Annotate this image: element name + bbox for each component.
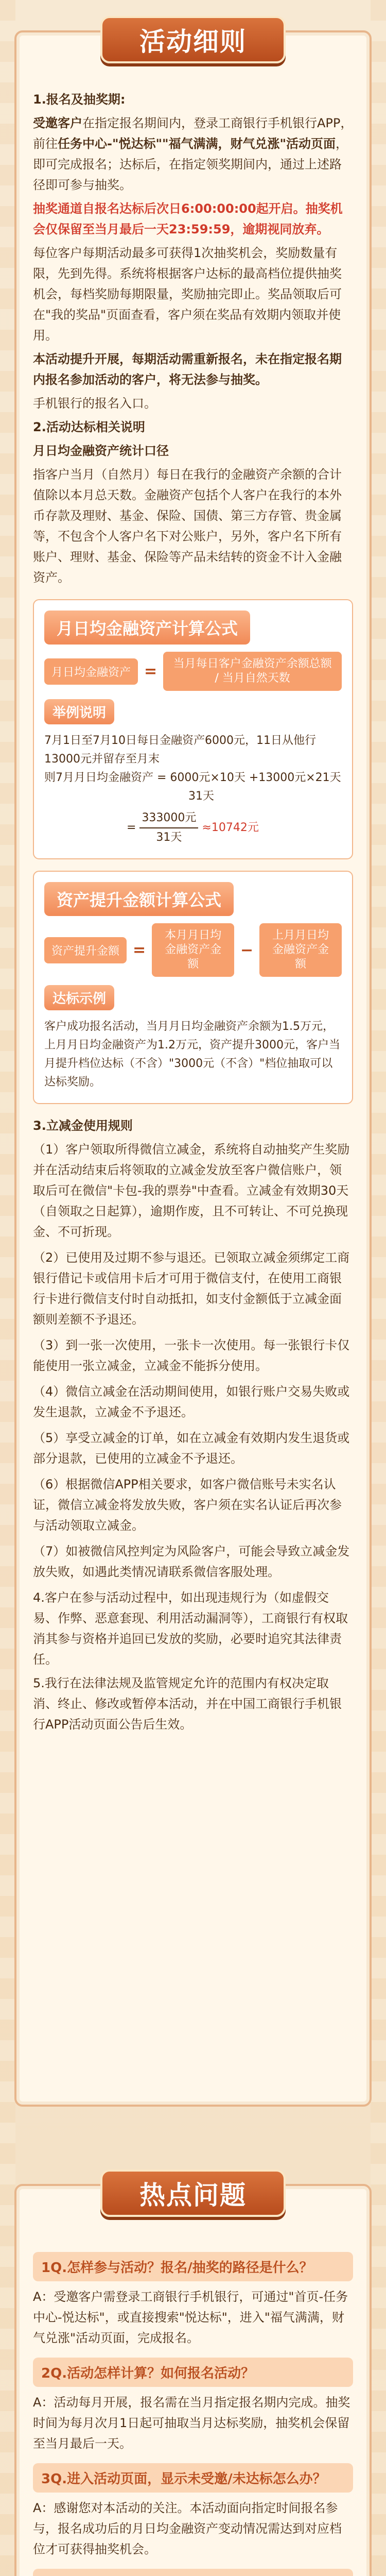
example-fraction-num: 333000元 [139,809,198,828]
previous-month-chip: 上月月日均金融资产金额 [259,923,342,977]
monthly-average-formula-card [33,599,353,859]
faq-answer: A：活动每月开展，报名需在当月指定报名期内完成。抽奖时间为每月次月1日起可抽取当月达标奖励，抽奖机会保留至当月最后一天。 [33,2395,350,2451]
example-eq-sign: = [127,821,136,834]
right-border-decoration [371,0,386,2576]
reach-example-header: 达标示例 [44,985,114,1010]
faq-question[interactable]: 3Q.进入活动页面，显示未受邀/未达标怎么办？ [33,2463,353,2493]
redeem-rules-heading: 3.立减金使用规则 [33,1118,133,1133]
redeem-rule-item: （6）根据微信APP相关要求，如客户微信账号未实名认证，微信立减金将发放失败，客户须在实名认证后再次参与活动领取立减金。 [33,1477,342,1533]
faq-question[interactable]: 1Q.怎样参与活动？报名/抽奖的路径是什么？ [33,2252,353,2281]
redeem-rule-item: （1）客户领取所得微信立减金，系统将自动抽奖产生奖励并在活动结束后将领取的立减金发放至客户微信账户，领取后可在微信"卡包-我的票券"中查看。立减金有效期30天（自领取之日起算），逾期作废，且不可转让、不可兑换现金、不可折现。 [33,1142,350,1239]
faq-section [14,2180,372,2576]
formula-rhs-chip: 当月每日客户金融资产余额总额 / 当月自然天数 [163,652,342,691]
signup-text-2: ，即可完成报名；达标后，在指定领奖期间内，通过上述路径即可参与抽奖。 [33,137,348,192]
reach-example-text: 客户成功报名活动，当月月日均金融资产余额为1.5万元，上月月日均金融资产为1.2万元，资产提升3000元，客户当月提升档位达标（不含）"3000元（不含）"档位抽取可以达标奖励。 [44,1020,340,1089]
termination-paragraph: 5.我行在法律法规及监管规定允许的范围内有权决定取消、终止、修改或暂停本活动，并在中国工商银行手机银行APP活动页面公告后生效。 [33,1676,342,1732]
redeem-rule-item: （5）享受立减金的订单，如在立减金有效期内发生退货或部分退款，已使用的立减金不予退还。 [33,1431,350,1466]
violation-paragraph: 4.客户在参与活动过程中，如出现违规行为（如虚假交易、作弊、恶意套现、利用活动漏洞等），工商银行有权取消其参与资格并追回已发放的奖励，必要时追究其法律责任。 [33,1590,348,1667]
assets-caliber-paragraph: 指客户当月（自然月）每日在我行的金融资产余额的合计值除以本月总天数。金融资产包括个人客户在我行的本外币存款及理财、基金、保险、国债、第三方存管、贵金属等，不包含个人客户名下对公账户，另外，客户名下所有账户、理财、基金、保险等产品未结转的资金不计入金融资产。 [33,467,342,585]
faq-title [100,2170,286,2217]
redeem-rule-item: （3）到一张一次使用，一张卡一次使用。每一张银行卡仅能使用一张立减金，立减金不能拆分使用。 [33,1338,350,1373]
asset-increase-chip: 资产提升金额 [44,937,127,963]
monthly-signup-paragraph: 本活动提升开展，每期活动需重新报名，未在指定报名期内报名参加活动的客户，将无法参与抽奖。 [33,352,342,387]
example-fraction-den: 31天 [156,831,182,844]
faq-question[interactable] [33,2569,353,2576]
current-month-chip: 本月月日均金融资产金额 [152,923,234,977]
signup-heading: 1.报名及抽奖期: [33,92,126,107]
asset-increase-formula-row [44,923,342,977]
example-line-1: 7月1日至7月10日每日金融资产6000元，11日从他行13000元并留存至月末 [44,734,316,766]
left-border-decoration [0,0,15,2576]
redeem-rule-item: （4）微信立减金在活动期间使用，如银行账户交易失败或发生退款，立减金不予退还。 [33,1384,350,1419]
example-fraction [139,809,198,847]
example-line-2: 则7月月日均金融资产 = 6000元×10天 +13000元×21天 [44,771,341,784]
lottery-open-paragraph: 抽奖通道自报名达标后次日6:00:00:00起开启。抽奖机会仅保留至当月最后一天23:59:59，逾期视同放弃。 [33,201,343,236]
redeem-rule-item: （2）已使用及过期不参与退还。已领取立减金须绑定工商银行借记卡或信用卡后才可用于微信支付，在使用工商银行卡进行微信支付时自动抵扣，如支付金额低于立减金面额则差额不予退还。 [33,1250,350,1327]
monthly-average-formula-row [44,652,342,691]
redeem-rule-item: （7）如被微信风控判定为风险客户，可能会导致立减金发放失败，如遇此类情况请联系微信客服处理。 [33,1544,350,1579]
activity-rules-section [14,27,372,2107]
faq-question[interactable]: 2Q.活动怎样计算？如何报名活动？ [33,2358,353,2387]
signup-paragraph [33,113,353,195]
example-line-2-den: 31天 [188,790,214,803]
faq-answer: A：感谢您对本活动的关注。本活动面向指定时间报名参与，报名成功后的月日均金融资产变动情况需达到对应档位才可获得抽奖机会。 [33,2501,342,2556]
faq-title-text: 热点问题 [139,2180,247,2210]
equals-sign: = [144,662,157,681]
example-header: 举例说明 [44,699,114,724]
formula-lhs-chip: 月日均金融资产 [44,658,138,685]
asset-increase-formula-card [33,871,353,1104]
asset-increase-formula-header: 资产提升金额计算公式 [44,882,234,916]
assets-caliber-heading: 月日均金融资产统计口径 [33,444,169,458]
example-result: ≈10742元 [202,821,259,834]
reach-rules-heading: 2.活动达标相关说明 [33,420,145,434]
example-line-3 [44,809,342,847]
redeem-rules-list [33,1139,353,1582]
invited-customer-text: 受邀客户 [33,116,82,130]
signup-path-text: 任务中心-"悦达标""福气满满，财气兑涨"活动页面 [58,137,336,151]
activity-rules-title [100,16,286,63]
mobile-banking-entry-text: 手机银行的报名入口。 [33,396,156,411]
section-title-text: 活动细则 [139,27,247,57]
monthly-average-formula-header: 月日均金融资产计算公式 [44,611,250,645]
equals-sign-2: = [133,941,146,959]
lottery-rules-paragraph: 每位客户每期活动最多可获得1次抽奖机会，奖励数量有限，先到先得。系统将根据客户达标的最高档位提供抽奖机会，每档奖励每期限量，奖励抽完即止。奖品领取后可在"我的奖品"页面查看，客户须在奖品有效期内领取并使用。 [33,246,342,343]
minus-sign: − [240,941,254,959]
signup-text-1: 在指定报名期间内，登录工商银行手机银行APP，前往 [33,116,353,151]
faq-list [33,2252,353,2576]
faq-answer: A：受邀客户需登录工商银行手机银行，可通过"首页-任务中心-悦达标"，或直接搜索"悦达标"，进入"福气满满，财气兑涨"活动页面，完成报名。 [33,2290,348,2345]
